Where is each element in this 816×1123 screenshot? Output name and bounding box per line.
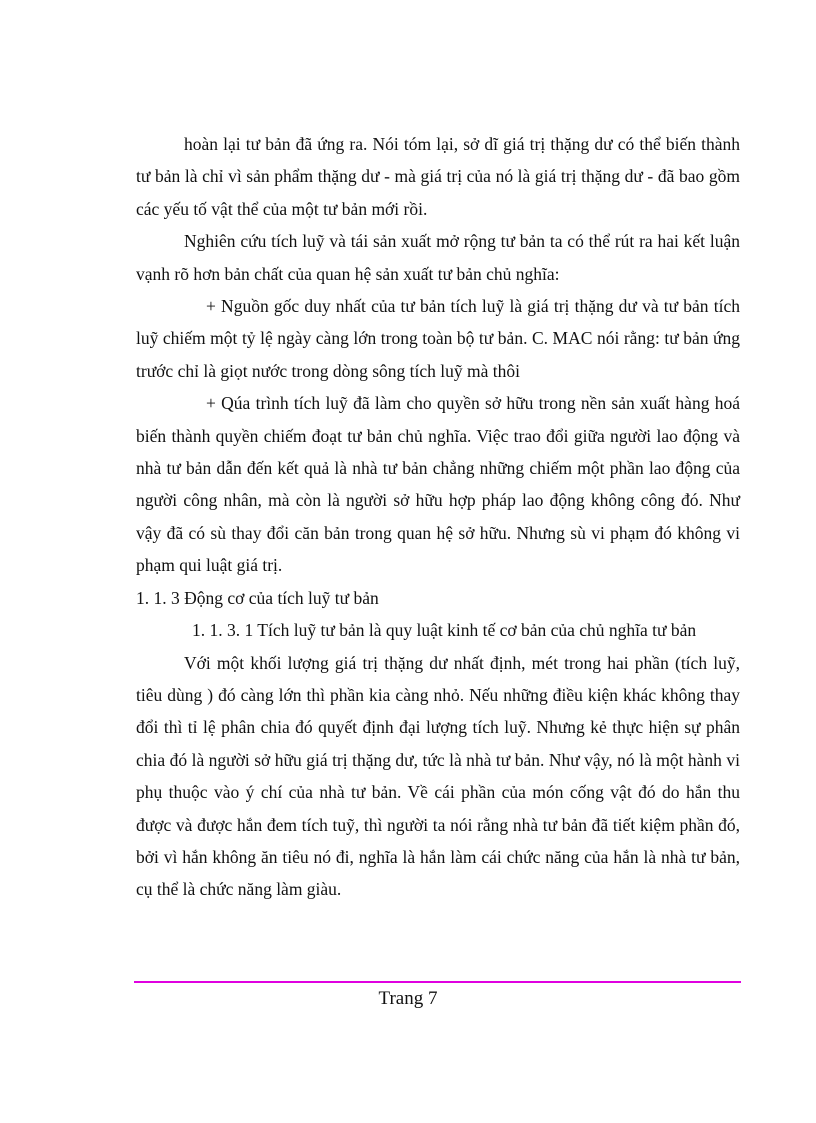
paragraph-point-ownership: + Qúa trình tích luỹ đã làm cho quyền sở hữu trong nền sản xuất hàng hoá biến thành quyền chiếm đoạt tư bản chủ nghĩa. Việc trao đổi giữa người lao động và nhà tư bản dẫn đến kết quả là nhà tư bản chẳng những chiếm một phần lao động của người công nhân, mà còn là người sở hữu hợp pháp lao động không công đó. Như vậy đã có sù thay đổi căn bản trong quan hệ sở hữu. Nhưng sù vi phạm đó không vi phạm qui luật giá trị. — [136, 393, 740, 576]
paragraph-point-source: + Nguồn gốc duy nhất của tư bản tích luỹ là giá trị thặng dư và tư bản tích luỹ chiếm một tỷ lệ ngày càng lớn trong toàn bộ tư bản. C. MAC nói rằng: tư bản ứng trước chỉ là giọt nước trong dòng sông tích luỹ mà thôi — [136, 296, 740, 381]
paragraph-research-conclusion: Nghiên cứu tích luỹ và tái sản xuất mở rộng tư bản ta có thể rút ra hai kết luận vạnh rõ hơn bản chất của quan hệ sản xuất tư bản chủ nghĩa: — [136, 231, 740, 284]
paragraph-continuation: hoàn lại tư bản đã ứng ra. Nói tóm lại, sở dĩ giá trị thặng dư có thể biến thành tư bản là chỉ vì sản phẩm thặng dư - mà giá trị của nó là giá trị thặng dư - đã bao gồm các yếu tố vật thể của một tư bản mới rồi. — [136, 134, 740, 219]
subsection-heading: 1. 1. 3. 1 Tích luỹ tư bản là quy luật kinh tế cơ bản của chủ nghĩa tư bản — [192, 620, 697, 641]
page-body — [136, 128, 740, 906]
section-heading: 1. 1. 3 Động cơ của tích luỹ tư bản — [136, 587, 379, 608]
paragraph-division: Với một khối lượng giá trị thặng dư nhất định, mét trong hai phần (tích luỹ, tiêu dùng ) đó càng lớn thì phần kia càng nhỏ. Nếu những điều kiện khác không thay đổi thì tỉ lệ phân chia đó quyết định đại lượng tích luỹ. Nhưng kẻ thực hiện sự phân chia đó là người sở hữu giá trị thặng dư, tức là nhà tư bản. Như vậy, nó là một hành vi phụ thuộc vào ý chí của nhà tư bản. Về cái phần của món cống vật đó do hắn thu được và được hắn đem tích tuỹ, thì người ta nói rằng nhà tư bản đã tiết kiệm phần đó, bởi vì hắn không ăn tiêu nó đi, nghĩa là hắn làm cái chức năng của hắn là nhà tư bản, cụ thể là chức năng làm giàu. — [136, 652, 740, 900]
footer-rule — [134, 981, 741, 983]
page-number: Trang 7 — [378, 988, 438, 1009]
